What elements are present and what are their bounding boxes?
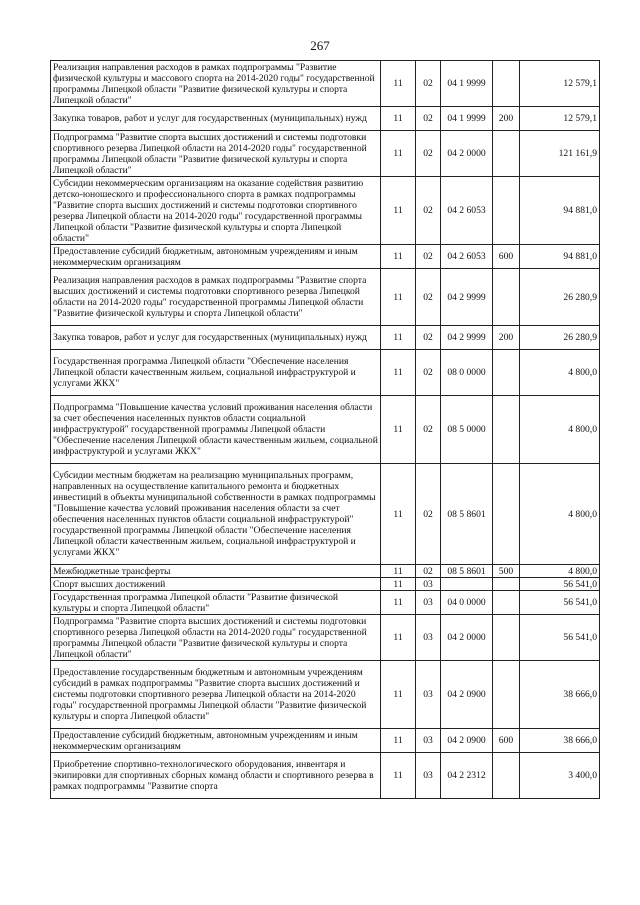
row-section-cell: 11 [381, 615, 416, 661]
page-number: 267 [310, 38, 330, 53]
row-name-cell: Реализация направления расходов в рамках подпрограммы "Развитие физической культуры и массового спорта на 2014-2020 годы" государственной программы Липецкой области "Развитие физической культуры и спорта Липецкой области" [51, 61, 381, 107]
table-row [51, 131, 600, 177]
row-expense-type-cell [493, 615, 520, 661]
row-expense-type-cell [493, 753, 520, 799]
row-expense-type-cell [493, 591, 520, 615]
row-section-cell: 11 [381, 753, 416, 799]
row-amount-cell: 3 400,0 [520, 753, 600, 799]
row-subsection-cell: 03 [416, 729, 441, 753]
row-name-cell: Государственная программа Липецкой области "Обеспечение населения Липецкой области качественным жильем, социальной инфраструктурой и услугами ЖКХ" [51, 350, 381, 396]
row-section-cell: 11 [381, 107, 416, 131]
row-amount-cell: 56 541,0 [520, 591, 600, 615]
row-section-cell: 11 [381, 464, 416, 565]
row-amount-cell: 56 541,0 [520, 578, 600, 591]
row-amount-cell: 4 800,0 [520, 464, 600, 565]
row-target-article-cell: 04 2 2312 [441, 753, 493, 799]
row-expense-type-cell: 600 [493, 245, 520, 269]
row-expense-type-cell [493, 578, 520, 591]
row-target-article-cell: 04 0 0000 [441, 591, 493, 615]
table-row [51, 61, 600, 107]
row-expense-type-cell [493, 269, 520, 326]
row-target-article-cell: 04 2 9999 [441, 326, 493, 350]
row-target-article-cell: 08 5 8601 [441, 565, 493, 578]
row-name-cell: Спорт высших достижений [51, 578, 381, 591]
row-amount-cell: 4 800,0 [520, 396, 600, 464]
table-row [51, 615, 600, 661]
row-subsection-cell: 02 [416, 269, 441, 326]
row-target-article-cell: 04 1 9999 [441, 61, 493, 107]
row-name-cell: Предоставление государственным бюджетным и автономным учреждениям субсидий в рамках подпрограммы "Развитие спорта высших достижений и системы подготовки спортивного резерва Липецкой области на 2014-2020 годы" государственной программы Липецкой области "Развитие физической культуры и спорта Липецкой области" [51, 661, 381, 729]
row-amount-cell: 26 280,9 [520, 326, 600, 350]
row-section-cell: 11 [381, 661, 416, 729]
row-subsection-cell: 03 [416, 753, 441, 799]
table-row [51, 326, 600, 350]
row-name-cell: Субсидии некоммерческим организациям на оказание содействия развитию детско-юношеского и профессионального спорта в рамках подпрограммы "Развитие спорта высших достижений и системы подготовки спортивного резерва Липецкой области на 2014-2020 годы" государственной программы Липецкой области "Развитие физической культуры и спорта Липецкой области" [51, 177, 381, 245]
row-expense-type-cell [493, 396, 520, 464]
row-amount-cell: 94 881,0 [520, 245, 600, 269]
row-expense-type-cell [493, 61, 520, 107]
row-section-cell: 11 [381, 565, 416, 578]
row-target-article-cell: 04 1 9999 [441, 107, 493, 131]
row-subsection-cell: 02 [416, 326, 441, 350]
table-row [51, 565, 600, 578]
table-row [51, 578, 600, 591]
row-target-article-cell: 08 5 8601 [441, 464, 493, 565]
row-subsection-cell: 02 [416, 245, 441, 269]
row-section-cell: 11 [381, 578, 416, 591]
row-subsection-cell: 03 [416, 661, 441, 729]
row-name-cell: Подпрограмма "Повышение качества условий проживания населения области за счет обеспечения населенных пунктов области социальной инфраструктурой" государственной программы Липецкой области "Обеспечение населения Липецкой области качественным жильем, социальной инфраструктурой и услугами ЖКХ" [51, 396, 381, 464]
table-row [51, 753, 600, 799]
row-section-cell: 11 [381, 591, 416, 615]
row-name-cell: Государственная программа Липецкой области "Развитие физической культуры и спорта Липецкой области" [51, 591, 381, 615]
row-amount-cell: 4 800,0 [520, 565, 600, 578]
row-subsection-cell: 02 [416, 350, 441, 396]
row-target-article-cell: 08 5 0000 [441, 396, 493, 464]
row-expense-type-cell: 600 [493, 729, 520, 753]
table-row [51, 591, 600, 615]
row-name-cell: Предоставление субсидий бюджетным, автономным учреждениям и иным некоммерческим организациям [51, 245, 381, 269]
row-section-cell: 11 [381, 729, 416, 753]
row-amount-cell: 94 881,0 [520, 177, 600, 245]
row-amount-cell: 12 579,1 [520, 107, 600, 131]
row-section-cell: 11 [381, 177, 416, 245]
row-name-cell: Субсидии местным бюджетам на реализацию муниципальных программ, направленных на осуществление капитального ремонта и бюджетных инвестиций в объекты муниципальной собственности в рамках подпрограммы "Повышение качества условий проживания населения области за счет обеспечения населенных пунктов области социальной инфраструктурой" государственной программы Липецкой области "Обеспечение населения Липецкой области качественным жильем, социальной инфраструктурой и услугами ЖКХ" [51, 464, 381, 565]
budget-table [50, 60, 600, 799]
row-target-article-cell: 04 2 0900 [441, 661, 493, 729]
row-expense-type-cell [493, 131, 520, 177]
row-target-article-cell [441, 578, 493, 591]
table-row [51, 464, 600, 565]
row-expense-type-cell [493, 661, 520, 729]
row-expense-type-cell: 200 [493, 326, 520, 350]
row-target-article-cell: 04 2 0000 [441, 615, 493, 661]
row-amount-cell: 121 161,9 [520, 131, 600, 177]
row-target-article-cell: 04 2 6053 [441, 245, 493, 269]
row-name-cell: Закупка товаров, работ и услуг для государственных (муниципальных) нужд [51, 326, 381, 350]
row-expense-type-cell [493, 464, 520, 565]
row-section-cell: 11 [381, 326, 416, 350]
row-amount-cell: 26 280,9 [520, 269, 600, 326]
table-row [51, 245, 600, 269]
row-subsection-cell: 02 [416, 565, 441, 578]
row-target-article-cell: 08 0 0000 [441, 350, 493, 396]
row-name-cell: Предоставление субсидий бюджетным, автономным учреждениям и иным некоммерческим организациям [51, 729, 381, 753]
row-subsection-cell: 03 [416, 578, 441, 591]
row-name-cell: Закупка товаров, работ и услуг для государственных (муниципальных) нужд [51, 107, 381, 131]
table-row [51, 661, 600, 729]
row-amount-cell: 56 541,0 [520, 615, 600, 661]
row-name-cell: Подпрограмма "Развитие спорта высших достижений и системы подготовки спортивного резерва Липецкой области на 2014-2020 годы" государственной программы Липецкой области "Развитие физической культуры и спорта Липецкой области" [51, 615, 381, 661]
table-row [51, 269, 600, 326]
row-target-article-cell: 04 2 9999 [441, 269, 493, 326]
table-row [51, 396, 600, 464]
table-row [51, 729, 600, 753]
row-name-cell: Реализация направления расходов в рамках подпрограммы "Развитие спорта высших достижений и системы подготовки спортивного резерва Липецкой области на 2014-2020 годы" государственной программы Липецкой области "Развитие физической культуры и спорта Липецкой области" [51, 269, 381, 326]
row-target-article-cell: 04 2 0900 [441, 729, 493, 753]
row-expense-type-cell [493, 177, 520, 245]
table-row [51, 177, 600, 245]
row-amount-cell: 38 666,0 [520, 729, 600, 753]
row-amount-cell: 38 666,0 [520, 661, 600, 729]
row-subsection-cell: 02 [416, 131, 441, 177]
row-name-cell: Подпрограмма "Развитие спорта высших достижений и системы подготовки спортивного резерва Липецкой области на 2014-2020 годы" государственной программы Липецкой области "Развитие физической культуры и спорта Липецкой области" [51, 131, 381, 177]
row-name-cell: Межбюджетные трансферты [51, 565, 381, 578]
row-subsection-cell: 02 [416, 464, 441, 565]
row-target-article-cell: 04 2 0000 [441, 131, 493, 177]
row-expense-type-cell [493, 350, 520, 396]
row-section-cell: 11 [381, 269, 416, 326]
row-subsection-cell: 02 [416, 61, 441, 107]
row-amount-cell: 12 579,1 [520, 61, 600, 107]
row-section-cell: 11 [381, 350, 416, 396]
row-section-cell: 11 [381, 61, 416, 107]
table-body [51, 61, 600, 799]
row-subsection-cell: 02 [416, 396, 441, 464]
row-target-article-cell: 04 2 6053 [441, 177, 493, 245]
row-subsection-cell: 02 [416, 177, 441, 245]
table-row [51, 350, 600, 396]
row-section-cell: 11 [381, 131, 416, 177]
row-expense-type-cell: 500 [493, 565, 520, 578]
row-section-cell: 11 [381, 396, 416, 464]
row-section-cell: 11 [381, 245, 416, 269]
row-subsection-cell: 03 [416, 615, 441, 661]
row-subsection-cell: 03 [416, 591, 441, 615]
row-subsection-cell: 02 [416, 107, 441, 131]
row-amount-cell: 4 800,0 [520, 350, 600, 396]
table-row [51, 107, 600, 131]
row-name-cell: Приобретение спортивно-технологического оборудования, инвентаря и экипировки для спортивных сборных команд области и спортивного резерва в рамках подпрограммы "Развитие спорта [51, 753, 381, 799]
row-expense-type-cell: 200 [493, 107, 520, 131]
